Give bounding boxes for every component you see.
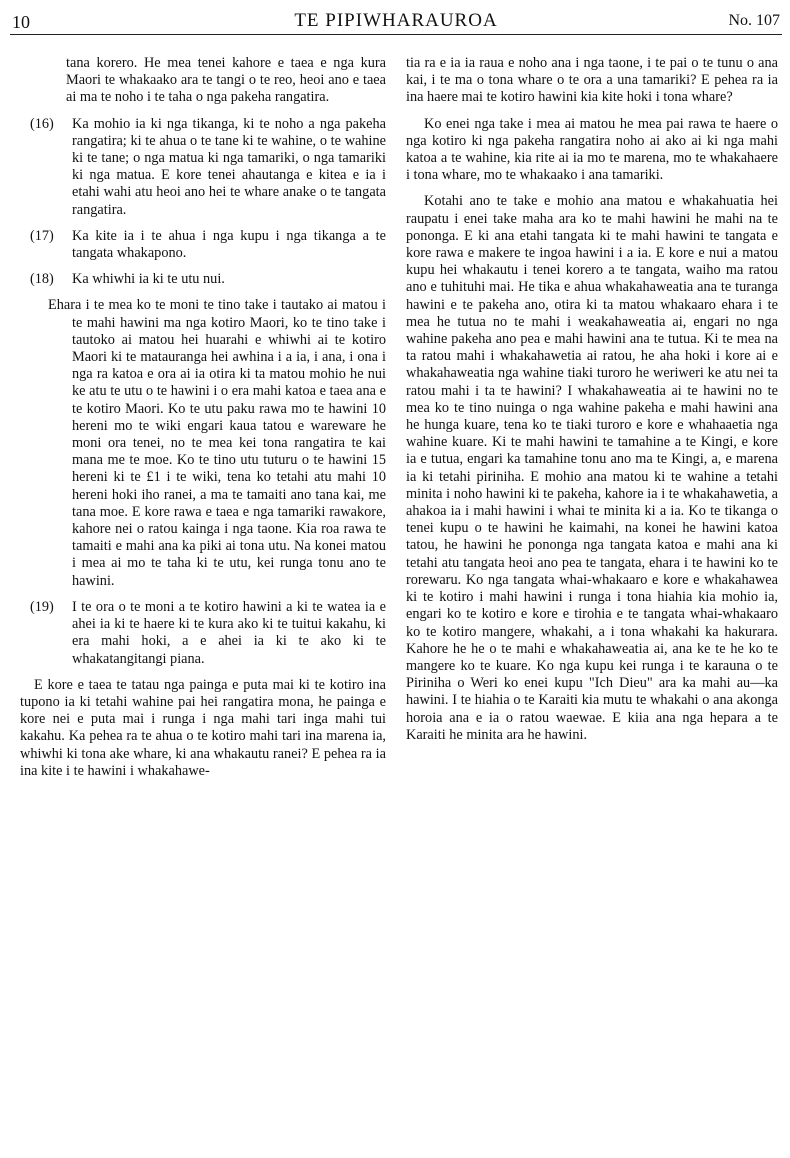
item-text: Ka mohio ia ki nga tikanga, ki te noho a nga pakeha rangatira; ki te ahua o te tane ki te wahine, o te wahine ki te tane; o nga matua ki nga tamariki, o nga tamariki ki nga matua. E kore tenei ahautanga e kitea e ia i etahi wahi atu heoi ano hei te whare anake o te tangata rangatira. [72, 115, 386, 218]
page-header [12, 8, 780, 36]
list-item-19 [20, 599, 386, 668]
item-text: Ka whiwhi ia ki te utu nui. [72, 271, 225, 288]
issue-number: No. 107 [728, 12, 780, 29]
right-column [406, 55, 778, 753]
item-text: I te ora o te moni a te kotiro hawini a ki te watea ia e ahei ia ki te haere ki te kura ako ki te tuitui kakahu, ki era mahi hoki, a e ahei ia ki te ako ki te whakatangitangi piana. [72, 598, 386, 667]
publication-title: TE PIPIWHARAUROA [294, 10, 498, 31]
item-number: (19) [30, 598, 54, 615]
list-item-17 [20, 228, 386, 262]
item-number: (16) [30, 115, 54, 132]
left-column [20, 55, 386, 789]
continued-paragraph: tana korero. He mea tenei kahore e taea e nga kura Maori te whakaako ara te tangi o te reo, heoi ano e taea ai ma te noho i te taha o nga pakeha rangatira. [66, 55, 386, 106]
ehara-paragraph: Ehara i te mea ko te moni te tino take i tautako ai matou i te mahi hawini ma nga kotiro Maori, ko te tino take i tautoko ai matou hei huarahi e whiwhi ai te kotiro Maori ki te matauranga hei awhina i a ia, i ana, i ona i nga ra katoa e ora ai ia otira ki ta matou mohio he nui ke atu te utu o te hawini i o era mahi katoa e taea ana e te kotiro Maori. Ko te utu paku rawa mo te hawini 10 hereni mo te wiki engari kaua tatou e wareware he moni ora tenei, no te mea kei tona rangatira te kai mana me te moe. Ko te tino utu tuturu o te hawini 15 hereni ki te £1 i te wiki, tena ko tetahi atu mahi 10 hereni hoki iho ranei, a ma te tamaiti ano tana kai, me tana moe. E kore rawa e taea e nga tamariki rawakore, kahore nei o ratou kainga i nga taone. Kia roa rawa te tamaiti e mahi ana ka piki ai tona utu. Na konei matou i mea ai mo te taha ki te utu, kei runga tonu ano te hawini. [48, 297, 386, 589]
koenei-paragraph: Ko enei nga take i mea ai matou he mea pai rawa te haere o nga kotiro ki nga pakeha rangatira noho ai ako ai ki nga mahi katoa a te wahine, kia rite ai ia mo te marena, mo te whakahaere i tona whare, mo te whakaako i ana tamariki. [406, 115, 778, 184]
page-number: 10 [12, 12, 30, 32]
header-rule [10, 34, 782, 35]
kotahi-paragraph: Kotahi ano te take e mohio ana matou e whakahuatia hei raupatu i enei take maha ara ko te mahi hawini he mahi na te pononga. E ki ana etahi tangata ki te mahi hawini te tangata e kore rawa e makere te ingoa hawini i a ia. E kore e nui a matou kupu hei whakautu i tenei korero a te tangata, waiho ma ratou ano e tuhituhi mai. He tika e ahua whakahaweatia ana te turanga hawini e te pakeha ano, otira ki ta matou whakaaro ehara i te mea he tutua no te mahi i weakahaweatia ai, engari no nga wahine pakeha ano pea e mahi hawini ana te tutua. Ki te mea na ta ratou mahi i whakahawetia ai ratou, he aha hoki i kore ai e whakahaweatia nga wahine tiaki turoro he weriweri ke atu nei ta ratou mahi i ta te hawini? I whakahaweatia ai te hawini no te mea ko te tino nuinga o nga wahine pakeha e mahi hawini ana he hunga kuare, tena ko te tiaki turoro e kore e whahaaetia nga wahine kuare. Ki te mahi hawini te tamahine a te Kingi, e kore ia e tutua, engari ka tamahine tonu ano ma te Kingi, a, e marena ia ki tetahi piriniha. E mohio ana matou ki te wahine a tetahi minita i noho hawini ki te pakeha, kahore ia i te whakahawetia, a ahakoa ia i mahi hawini i whai te minita ki a ia. Ko te tikanga o tenei kupu o te hawini he kaimahi, na konei he hawini katoa tatou, he hawini he pononga nga tangata katoa e mahi ana ki tetahi atu tangata heoi ano pea te tangata, ehara i te hawini ko te rorewaru. Ko nga tangata whai-whakaaro e kore e whakahawea ki te kotiro i mahi hawini i runga i tona hiahia kia mohio ia, engari ko te kotiro e kore e tirohia e te tangata whai-whakaaro ko te kotiro mangere, whakahi, a i tona whakahi ka hakurara. Kahore he he o te mahi e whakahaweatia ai, ana ke te he ko te mangere ko te kuare. Ko nga kupu kei runga i te karauna o te Piriniha o Weri ko enei kupu "Ich Dieu" ara ka mahi au—ka hawini. I te hiahia o te Karaiti kia mutu te whakahi o ana akonga horoia ana e ia o ratou waewae. E kiia ana nga hepara a te Karaiti he minita ara he hawini. [406, 193, 778, 743]
list-item-18 [20, 271, 386, 288]
continued-paragraph: tia ra e ia ia raua e noho ana i nga taone, i te pai o te tunu o ana kai, i te ma o tona whare o te ora a una tamariki? E pehea ra ia ina haere mai te kotiro hawini kia kite hoki i tona whare? [406, 55, 778, 106]
ekore-paragraph: E kore e taea te tatau nga painga e puta mai ki te kotiro ina tupono ia ki tetahi wahine pai hei rangatira mona, he painga e kore nei e puta mai i runga i nga mahi tari inga mahi tui kakahu. Ka pehea ra te ahua o te kotiro mahi tari ina marena ia, whiwhi ki tona ake whare, ki ana whakautu ranei? E pehea ra ia ina kite i te hawini i whakahawe- [20, 676, 386, 779]
list-item-16 [20, 116, 386, 219]
item-number: (17) [30, 227, 54, 244]
item-text: Ka kite ia i te ahua i nga kupu i nga tikanga a te tangata whakapono. [72, 227, 386, 262]
item-number: (18) [30, 271, 54, 288]
